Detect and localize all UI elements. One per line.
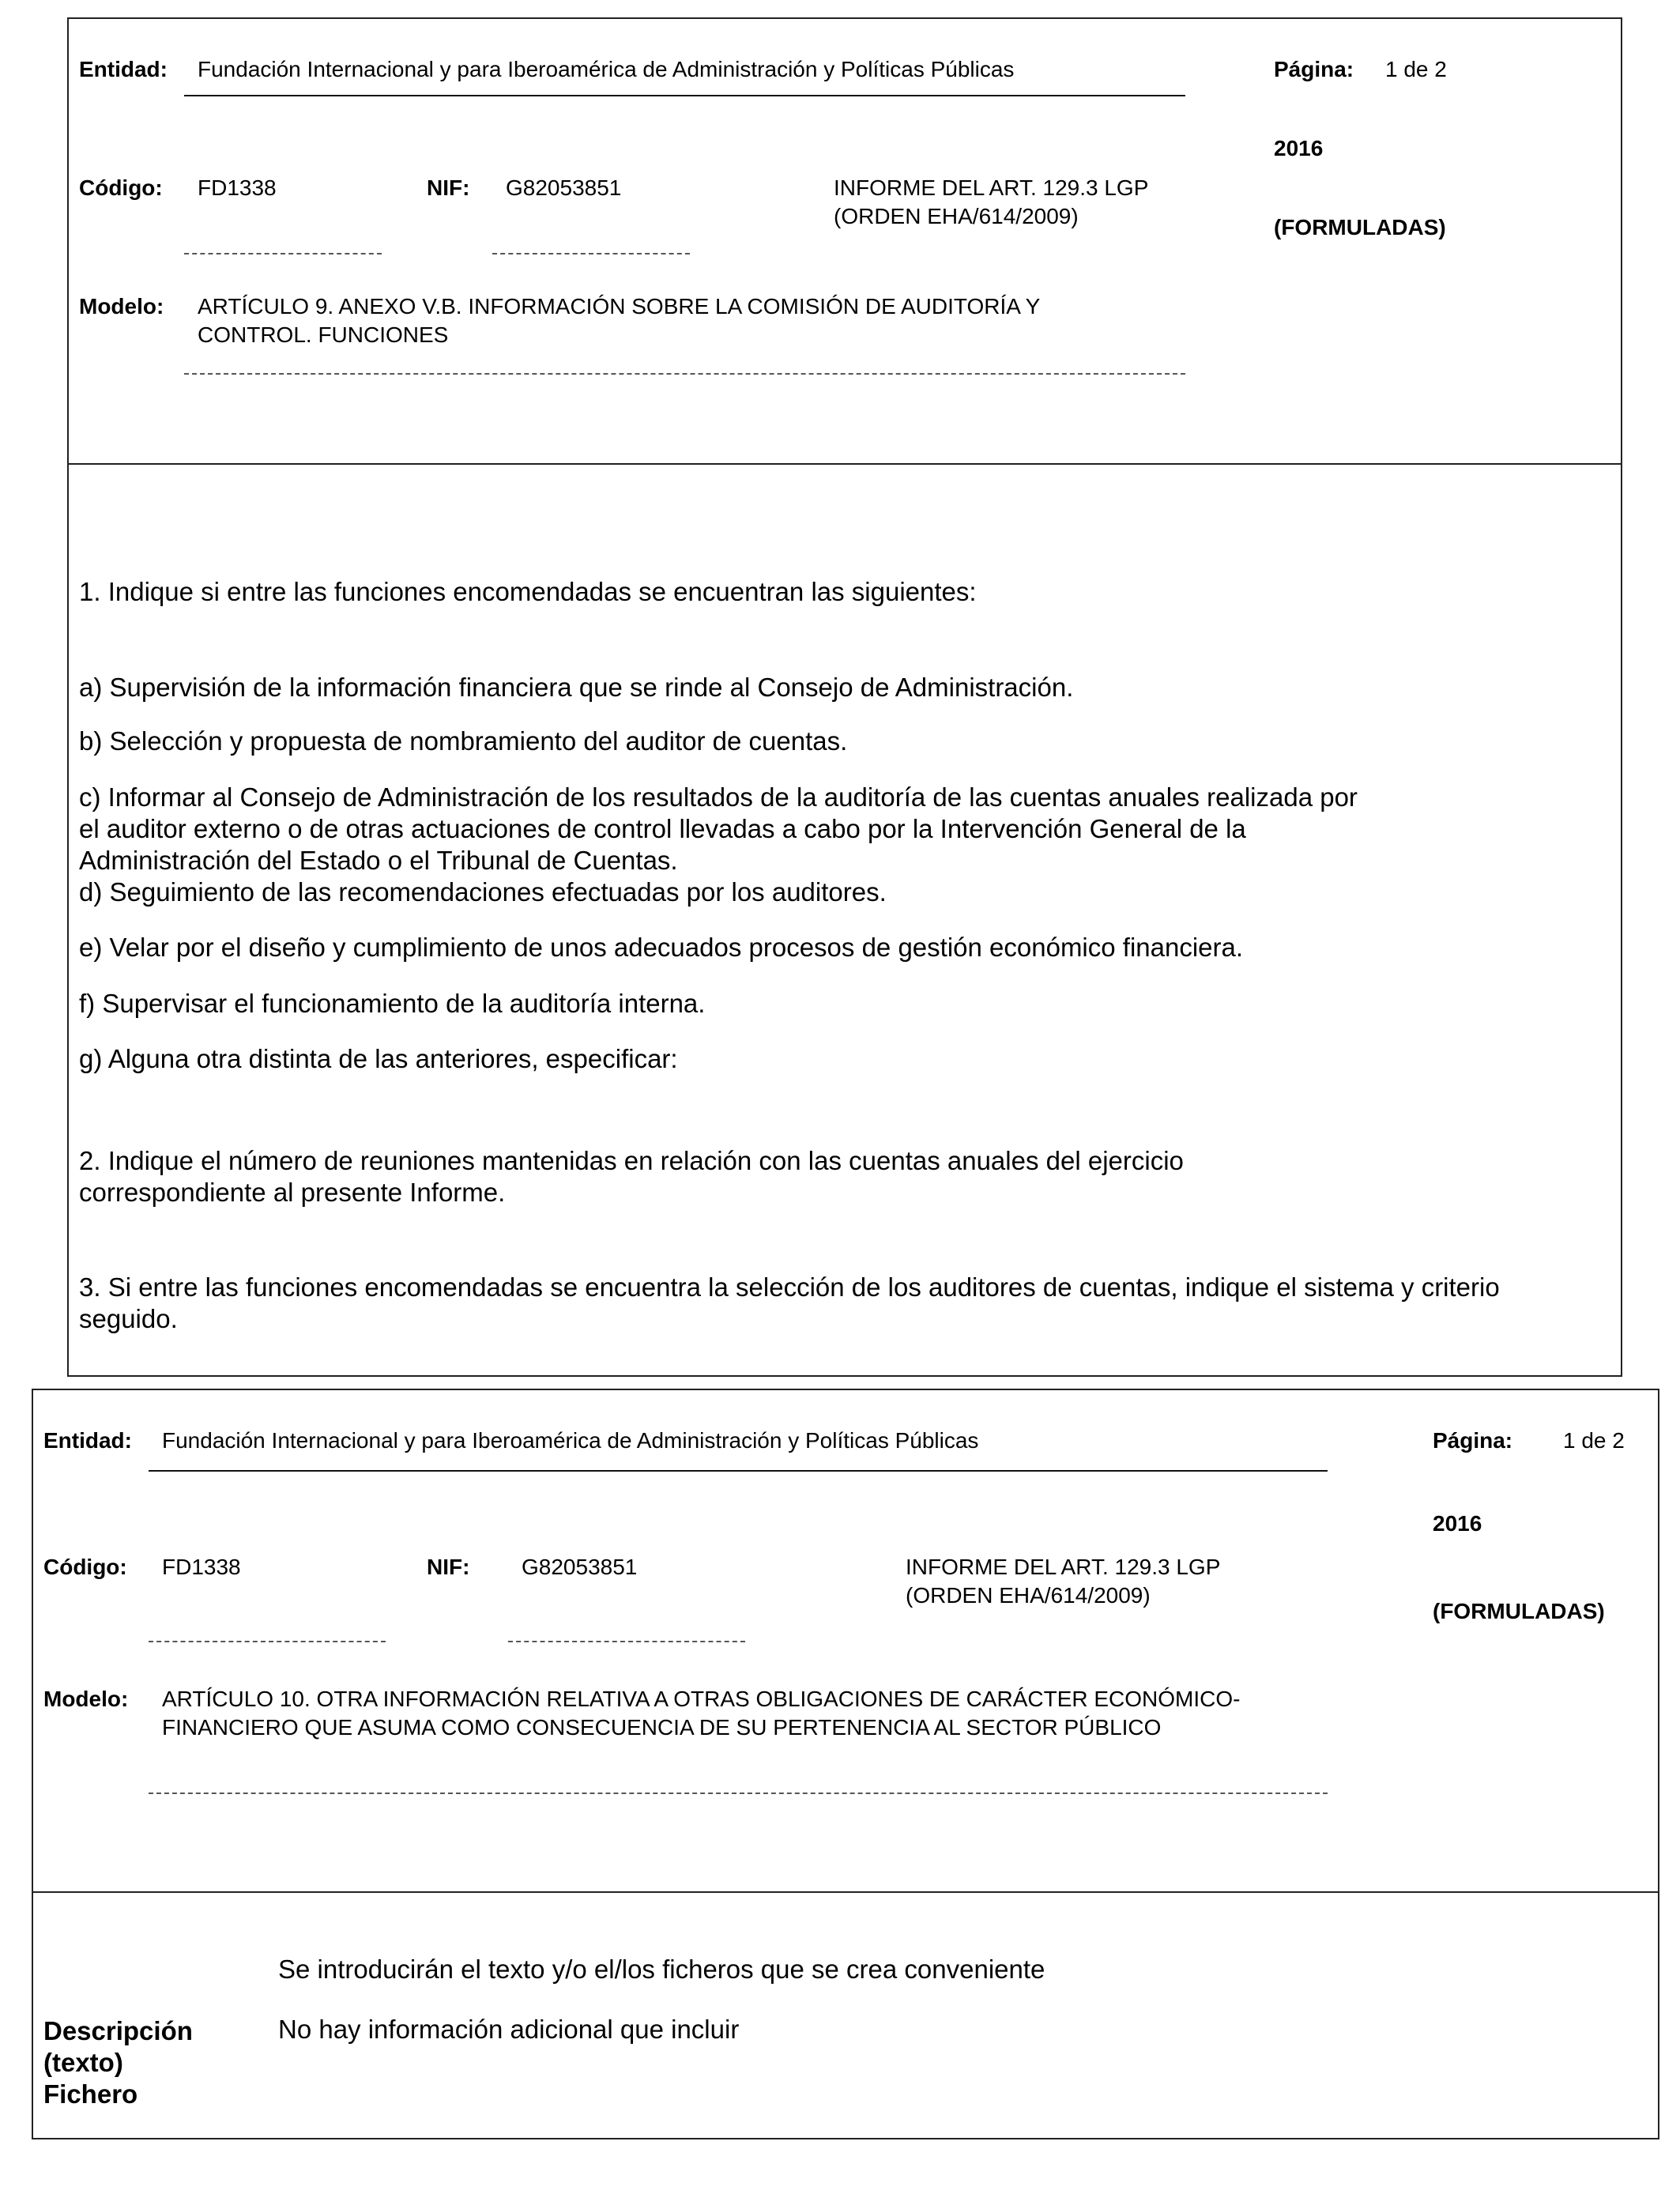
form1-modelo-line1: ARTÍCULO 9. ANEXO V.B. INFORMACIÓN SOBRE LA COMISIÓN DE AUDITORÍA Y — [198, 294, 1041, 319]
form1-header-box — [67, 17, 1622, 465]
form1-modelo-underline — [184, 373, 1185, 375]
form2-codigo-value: FD1338 — [162, 1555, 241, 1579]
form1-nif-value: G82053851 — [506, 175, 622, 200]
form1-entidad-underline — [184, 95, 1185, 96]
form2-fichero-label: Fichero — [43, 2079, 138, 2109]
form1-question-2-line1: 2. Indique el número de reuniones mantenidas en relación con las cuentas anuales del ejercicio — [79, 1146, 1184, 1175]
form1-item-g: g) Alguna otra distinta de las anteriores, especificar: — [79, 1044, 678, 1073]
form2-content-box — [32, 1891, 1659, 2139]
form2-informe-line1: INFORME DEL ART. 129.3 LGP — [906, 1555, 1221, 1579]
form1-codigo-label: Código: — [79, 175, 163, 200]
form1-informe-line2: (ORDEN EHA/614/2009) — [834, 204, 1079, 228]
form2-year: 2016 — [1433, 1511, 1482, 1536]
form1-item-d: d) Seguimiento de las recomendaciones efectuadas por los auditores. — [79, 877, 887, 907]
form2-nif-underline — [508, 1641, 745, 1642]
form1-item-c-line2: el auditor externo o de otras actuaciones de control llevadas a cabo por la Intervención General de la — [79, 814, 1246, 843]
form1-modelo-label: Modelo: — [79, 294, 164, 319]
form1-question-3-line2: seguido. — [79, 1304, 178, 1333]
form1-nif-underline — [492, 253, 690, 254]
form2-description-label: Descripción — [43, 2016, 193, 2045]
form2-entidad-label: Entidad: — [43, 1428, 132, 1453]
form1-item-e: e) Velar por el diseño y cumplimiento de unos adecuados procesos de gestión económico financiera. — [79, 933, 1244, 962]
form1-item-a: a) Supervisión de la información financiera que se rinde al Consejo de Administración. — [79, 673, 1074, 702]
form2-status: (FORMULADAS) — [1433, 1599, 1605, 1623]
form1-informe-line1: INFORME DEL ART. 129.3 LGP — [834, 175, 1149, 200]
form2-informe-line2: (ORDEN EHA/614/2009) — [906, 1583, 1151, 1608]
form1-pagina-value: 1 de 2 — [1385, 57, 1447, 81]
form1-item-c-line3: Administración del Estado o el Tribunal de Cuentas. — [79, 846, 678, 875]
form2-instruction: Se introducirán el texto y/o el/los ficheros que se crea conveniente — [278, 1955, 1045, 1984]
form2-modelo-line1: ARTÍCULO 10. OTRA INFORMACIÓN RELATIVA A OTRAS OBLIGACIONES DE CARÁCTER ECONÓMICO- — [162, 1687, 1241, 1711]
form1-nif-label: NIF: — [427, 175, 470, 200]
form2-modelo-line2: FINANCIERO QUE ASUMA COMO CONSECUENCIA DE SU PERTENENCIA AL SECTOR PÚBLICO — [162, 1715, 1162, 1740]
form1-item-c-line1: c) Informar al Consejo de Administración de los resultados de la auditoría de las cuentas anuales realizada por — [79, 782, 1358, 812]
form1-question-3-line1: 3. Si entre las funciones encomendadas se encuentra la selección de los auditores de cuentas, indique el sistema y criterio — [79, 1272, 1500, 1302]
form2-nif-value: G82053851 — [522, 1555, 638, 1579]
form2-modelo-underline — [149, 1793, 1328, 1794]
form1-status: (FORMULADAS) — [1274, 215, 1446, 239]
form1-item-f: f) Supervisar el funcionamiento de la auditoría interna. — [79, 989, 706, 1018]
form1-codigo-underline — [184, 253, 382, 254]
form2-pagina-label: Página: — [1433, 1428, 1513, 1453]
form2-texto-label: (texto) — [43, 2048, 123, 2077]
form2-description-value: No hay información adicional que incluir — [278, 2015, 740, 2044]
form1-pagina-label: Página: — [1274, 57, 1354, 81]
form2-codigo-underline — [149, 1641, 386, 1642]
form2-entidad-value: Fundación Internacional y para Iberoamérica de Administración y Políticas Públicas — [162, 1428, 979, 1453]
form2-pagina-value: 1 de 2 — [1563, 1428, 1625, 1453]
form2-nif-label: NIF: — [427, 1555, 470, 1579]
form1-item-b: b) Selección y propuesta de nombramiento del auditor de cuentas. — [79, 726, 848, 756]
form1-entidad-value: Fundación Internacional y para Iberoamérica de Administración y Políticas Públicas — [198, 57, 1015, 81]
form1-year: 2016 — [1274, 136, 1324, 160]
form1-question-1: 1. Indique si entre las funciones encomendadas se encuentran las siguientes: — [79, 577, 977, 606]
form2-entidad-underline — [149, 1470, 1328, 1472]
form1-question-2-line2: correspondiente al presente Informe. — [79, 1178, 506, 1207]
form1-modelo-line2: CONTROL. FUNCIONES — [198, 322, 449, 347]
form2-codigo-label: Código: — [43, 1555, 127, 1579]
form2-modelo-label: Modelo: — [43, 1687, 129, 1711]
form1-codigo-value: FD1338 — [198, 175, 277, 200]
form1-entidad-label: Entidad: — [79, 57, 168, 81]
